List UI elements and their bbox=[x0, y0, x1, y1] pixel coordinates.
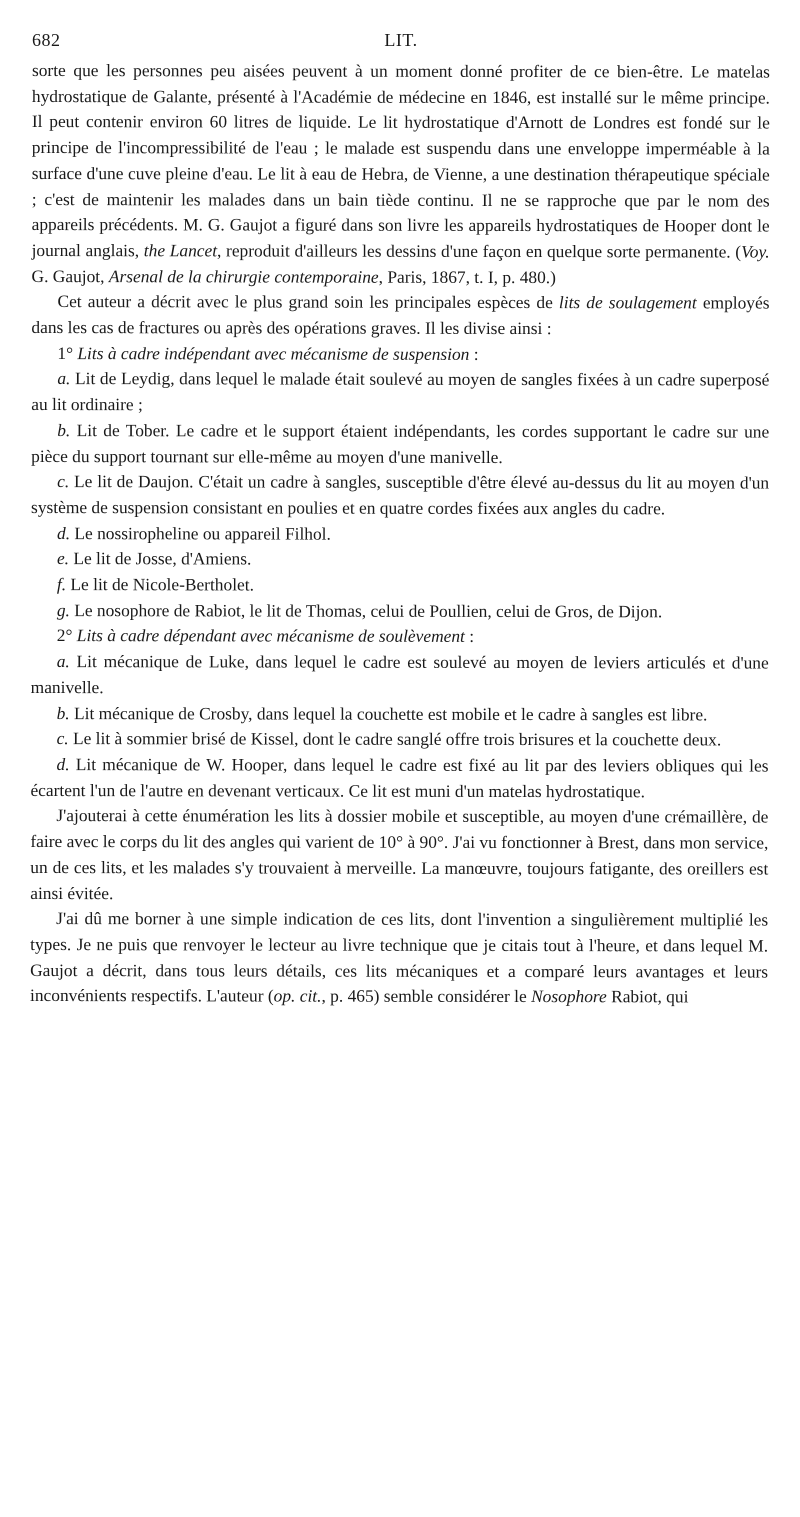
text-run: Rabiot, qui bbox=[606, 986, 689, 1007]
text-run: : bbox=[464, 626, 475, 647]
text-run: Lit mécanique de Luke, dans lequel le cadre est soulevé au moyen de leviers articulés et d'une manivelle. bbox=[30, 651, 769, 698]
text-run: Le nossiropheline ou appareil Filhol. bbox=[70, 522, 331, 544]
paragraph-p9 bbox=[31, 572, 769, 599]
text-run: J'ai dû me borner à une simple indication de ces lits, dont l'invention a singulièrement multiplié les types. Je ne puis que renvoyer le lecteur au livre technique que je citais tout à l'heure, et dans lequel M. Gaujot a décrit, dans tous leurs détails, ces lits mécaniques et a comparé leurs avantages et leurs inconvénients respectifs. L'auteur ( bbox=[30, 908, 769, 1006]
text-run: Le lit de Nicole-Bertholet. bbox=[66, 574, 254, 595]
italic-text: Nosophore bbox=[531, 986, 607, 1007]
text-run: sorte que les personnes peu aisées peuvent à un moment donné profiter de ce bien-être. Le matelas hydrostatique de Galante, présenté à l'Académie de médecine en 1846, est installé sur le même principe. Il peut contenir environ 60 litres de liquide. Le lit hydrostatique d'Arnott de Londres est fondé sur le principe de l'incompressibilité de l'eau ; le malade est suspendu dans une enveloppe imperméable à la surface d'une cuve pleine d'eau. Le lit à eau de Hebra, de Vienne, a une destination thérapeutique spéciale ; c'est de maintenir les malades dans un bain tiède continu. Il ne se rapproche que par le nom des appareils précédents. M. G. Gaujot a figuré dans son livre les appareils hydrostatiques de Hooper dont le journal anglais, bbox=[31, 59, 770, 261]
page-number: 682 bbox=[32, 30, 61, 50]
text-run: 1° bbox=[57, 342, 78, 363]
paragraph-p12 bbox=[31, 649, 769, 702]
italic-text: f. bbox=[56, 574, 67, 595]
text-run: employés dans les cas de fractures ou après des opérations graves. Il les divise ainsi : bbox=[31, 292, 770, 339]
paragraph-p4 bbox=[31, 366, 769, 419]
paragraph-p14 bbox=[31, 726, 769, 753]
text-run: Lit de Tober. Le cadre et le support étaient indépendants, les cordes supportant le cadre sur une pièce du support tournant sur elle-même au moyen d'une manivelle. bbox=[31, 419, 770, 467]
text-run: Le lit de Josse, d'Amiens. bbox=[69, 548, 252, 569]
italic-text: lits de soulagement bbox=[558, 292, 697, 313]
italic-text: Lits à cadre indépendant avec mécanisme de suspension bbox=[77, 342, 470, 364]
text-run: Lit mécanique de W. Hooper, dans lequel le cadre est fixé au lit par des leviers obliques qui les écartent l'un de l'autre en devenant verticaux. Ce lit est muni d'un matelas hydrostatique. bbox=[30, 754, 769, 801]
italic-text: c. bbox=[57, 471, 70, 492]
paragraph-p15 bbox=[30, 752, 768, 805]
book-page bbox=[32, 26, 770, 1009]
paragraph-p3 bbox=[31, 341, 769, 368]
text-run: 2° bbox=[56, 625, 77, 646]
paragraph-p1 bbox=[32, 58, 770, 291]
italic-text: d. bbox=[56, 522, 71, 543]
text-run: Cet auteur a décrit avec le plus grand soin les principales espèces de bbox=[57, 291, 559, 313]
text-run: J'ajouterai à cette énumération les lits à dossier mobile et susceptible, au moyen d'une crémaillère, de faire avec le corps du lit des angles qui varient de 10° à 90°. J'ai vu fonctionner à Brest, dans mon service, un de ces lits, et les malades s'y trouvaient à merveille. La manœuvre, toujours fatigante, des oreillers est ainsi évitée. bbox=[30, 805, 769, 903]
paragraph-p8 bbox=[31, 546, 769, 573]
paragraph-p16 bbox=[30, 803, 768, 907]
italic-text: b. bbox=[56, 702, 70, 723]
paragraph-p2 bbox=[31, 289, 769, 342]
paragraph-p10 bbox=[31, 598, 769, 625]
paragraph-p7 bbox=[31, 521, 769, 548]
paragraph-p11 bbox=[31, 623, 769, 650]
running-head bbox=[32, 26, 770, 56]
text-run: Le lit de Daujon. C'était un cadre à sangles, susceptible d'être élevé au-dessus du lit au moyen d'un système de suspension consistant en poulies et en quatre cordes fixées aux angles du cadre. bbox=[31, 471, 770, 519]
text-run: , reproduit d'ailleurs les dessins d'une façon en quelque sorte permanente. ( bbox=[217, 240, 742, 262]
text-run: , p. 465) semble considérer le bbox=[321, 985, 532, 1007]
text-run: Le lit à sommier brisé de Kissel, dont le cadre sanglé offre trois brisures et la couchette deux. bbox=[68, 728, 722, 750]
italic-text: op. cit. bbox=[273, 985, 322, 1006]
italic-text: a. bbox=[57, 368, 71, 389]
text-run: Lit mécanique de Crosby, dans lequel la couchette est mobile et le cadre à sangles est libre. bbox=[69, 702, 708, 724]
paragraph-p17 bbox=[30, 906, 768, 1010]
italic-text: b. bbox=[57, 419, 71, 440]
running-title: LIT. bbox=[384, 30, 418, 50]
italic-text: Arsenal de la chirurgie contemporaine bbox=[108, 265, 379, 287]
italic-text: the Lancet bbox=[143, 240, 218, 261]
paragraph-p13 bbox=[31, 701, 769, 728]
italic-text: Lits à cadre dépendant avec mécanisme de soulèvement bbox=[76, 625, 465, 647]
italic-text: g. bbox=[56, 599, 70, 620]
italic-text: d. bbox=[56, 754, 70, 775]
paragraph-p6 bbox=[31, 469, 769, 522]
paragraph-p5 bbox=[31, 418, 769, 471]
text-run: Le nosophore de Rabiot, le lit de Thomas, celui de Poullien, celui de Gros, de Dijon. bbox=[69, 599, 663, 622]
text-run: Lit de Leydig, dans lequel le malade était soulevé au moyen de sangles fixées à un cadre superposé au lit ordinaire ; bbox=[31, 368, 770, 415]
body-text bbox=[30, 58, 770, 1011]
italic-text: Voy. bbox=[741, 241, 770, 262]
text-run: : bbox=[469, 343, 479, 364]
italic-text: e. bbox=[56, 548, 70, 569]
text-run: , Paris, 1867, t. I, p. 480.) bbox=[378, 266, 556, 287]
text-run: G. Gaujot, bbox=[31, 265, 109, 286]
italic-text: a. bbox=[56, 651, 70, 672]
italic-text: c. bbox=[56, 728, 69, 749]
